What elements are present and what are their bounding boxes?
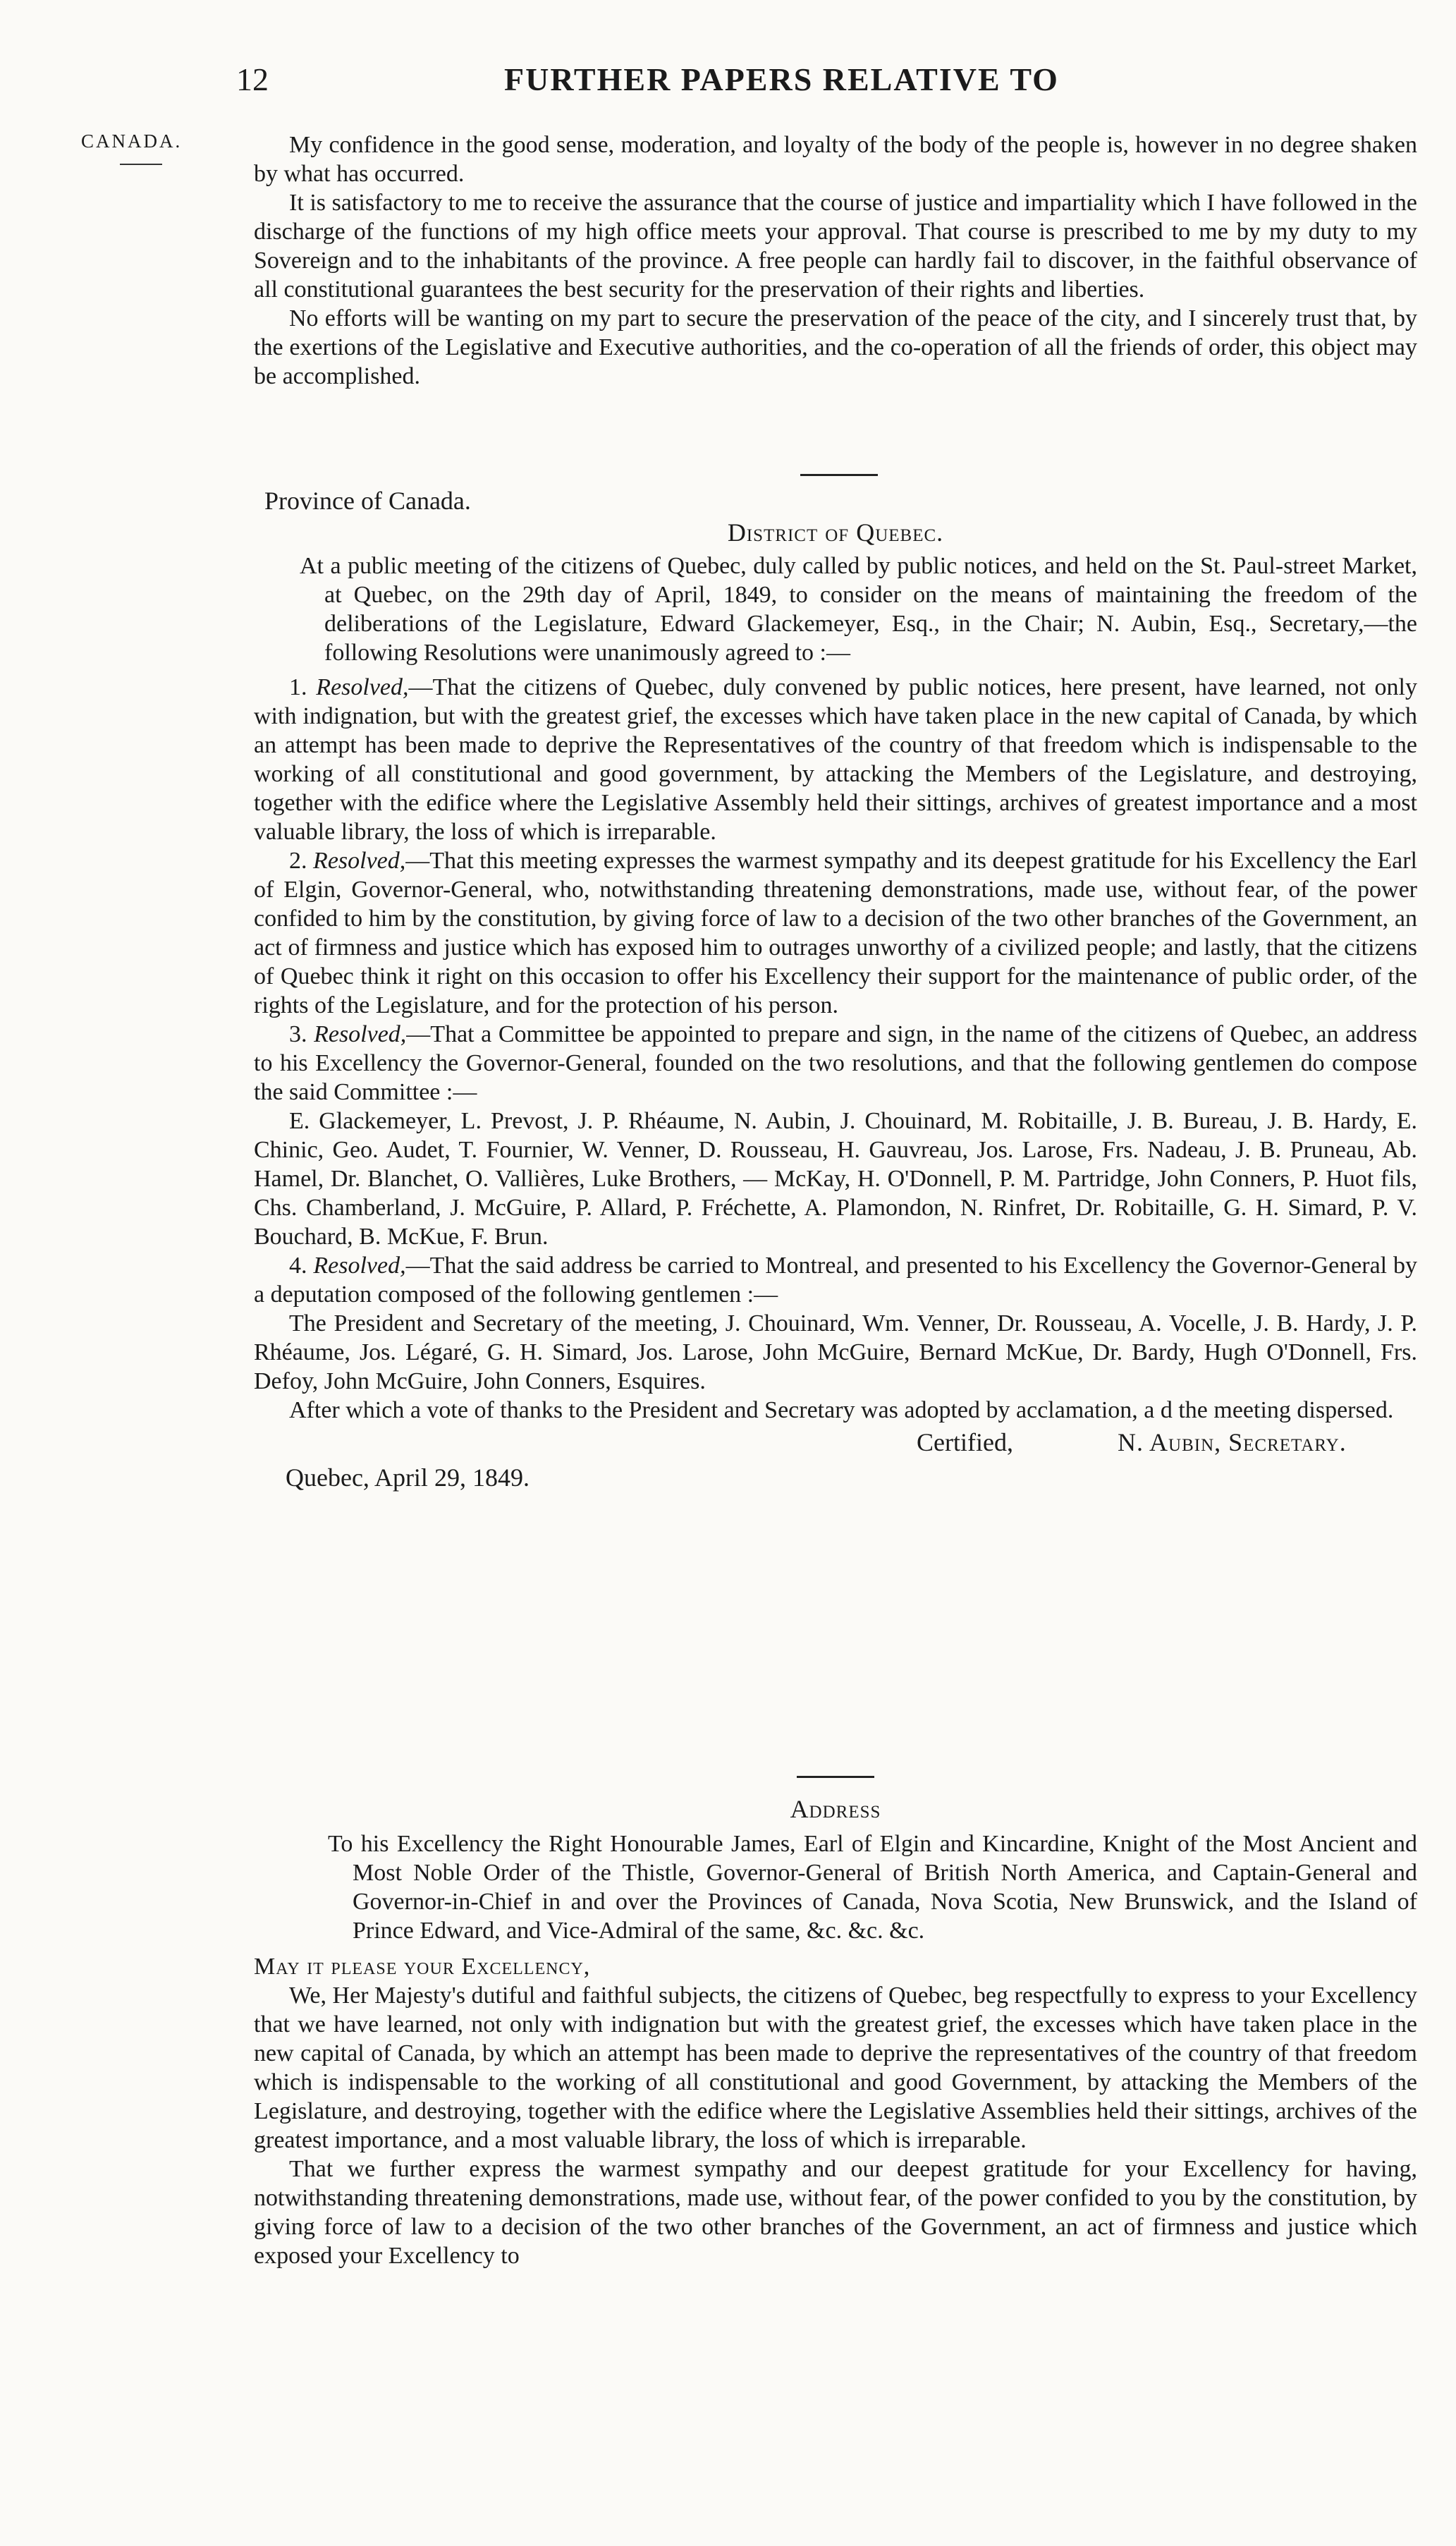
resolved-word: Resolved, bbox=[313, 1253, 406, 1279]
province-heading: Province of Canada. bbox=[264, 487, 471, 515]
resolution-text: —That this meeting expresses the warmest sympathy and its deepest gratitude for his Excellency the Earl of Elgin, Governor-General, who, notwithstanding threatening demonstrations, made use, without fear, of the power confided to him by the constitution, by giving force of law to a decision of the two other branches of the Government, an act of firmness and justice which has exposed him to outrages unworthy of a civilized people; and lastly, that the citizens of Quebec think it right on this occasion to offer his Excellency their support for the maintenance of public order, of the rights of the Legislature, and for the protection of his person. bbox=[254, 848, 1417, 1018]
running-title: FURTHER PAPERS RELATIVE TO bbox=[504, 61, 1059, 97]
resolution-text: —That the said address be carried to Montreal, and presented to his Excellency the Governor-General by a deputation composed of the following gentlemen :— bbox=[254, 1253, 1418, 1308]
resolution-1 bbox=[254, 673, 1417, 846]
secretary-signature: N. Aubin, Secretary. bbox=[1118, 1428, 1347, 1456]
letter-paragraph: My confidence in the good sense, moderation, and loyalty of the body of the people is, however in no degree shaken by what has occurred. bbox=[254, 132, 1417, 187]
meeting-intro: At a public meeting of the citizens of Quebec, duly called by public notices, and held on the St. Paul-street Market, at Quebec, on the 29th day of April, 1849, to consider on the means of maintaining the freedom of the deliberations of the Legislature, Edward Glackemeyer, Esq., in the Chair; N. Aubin, Esq., Secretary,—the following Resolutions were unanimously agreed to :— bbox=[300, 553, 1417, 666]
salutation: May it please your Excellency, bbox=[254, 1954, 591, 1980]
resolution-number: 3. bbox=[289, 1021, 307, 1047]
committee-list: E. Glackemeyer, L. Prevost, J. P. Rhéaume, N. Aubin, J. Chouinard, M. Robitaille, J. B. Bureau, J. B. Hardy, E. Chinic, Geo. Audet, T. Fournier, W. Venner, D. Rousseau, H. Gauvreau, Jos. Larose, Frs. Nadeau, J. B. Pruneau, Ab. Hamel, Dr. Blanchet, O. Vallières, Luke Brothers, — McKay, H. O'Donnell, P. M. Partridge, John Conners, P. Huot fils, Chs. Chamberland, J. McGuire, P. Allard, P. Fréchette, A. Plamondon, N. Rinfret, Dr. Robitaille, G. H. Simard, P. V. Bouchard, B. McKue, F. Brun. bbox=[254, 1108, 1417, 1250]
letter-conclusion bbox=[254, 130, 1417, 391]
date-row bbox=[254, 1457, 1417, 1491]
closing-paragraph: After which a vote of thanks to the President and Secretary was adopted by acclamation, a d the meeting dispersed. bbox=[289, 1397, 1394, 1423]
resolution-text: —That a Committee be appointed to prepare and sign, in the name of the citizens of Quebec, an address to his Excellency the Governor-General, founded on the two resolutions, and that the following gentlemen do compose the said Committee :— bbox=[254, 1021, 1417, 1105]
page-number: 12 bbox=[236, 61, 269, 97]
resolution-number: 4. bbox=[289, 1253, 307, 1279]
district-heading: District of Quebec. bbox=[727, 518, 944, 547]
address-paragraph: We, Her Majesty's dutiful and faithful subjects, the citizens of Quebec, beg respectfully to express to your Excellency that we have learned, not only with indignation but with the greatest grief, the excesses which have taken place in the new capital of Canada, by which an attempt has been made to deprive the representatives of the country of that freedom which is indispensable to the working of all constitutional and good Government, by attacking the Members of the Legislature, and destroying, together with the edifice where the Legislative Assemblies held their sittings, archives of the greatest importance, and a most valuable library, the loss of which is irreparable. bbox=[254, 1982, 1417, 2153]
address-recipient: To his Excellency the Right Honourable James, Earl of Elgin and Kincardine, Knight of the Most Ancient and Most Noble Order of the Thistle, Governor-General of British North America, and Captain-General and Governor-in-Chief in and over the Provinces of Canada, Nova Scotia, New Brunswick, and the Island of Prince Edward, and Vice-Admiral of the same, &c. &c. &c. bbox=[328, 1831, 1417, 1944]
meeting-date: Quebec, April 29, 1849. bbox=[286, 1463, 530, 1492]
certified-label: Certified, bbox=[917, 1428, 1013, 1456]
certification-row bbox=[254, 1425, 1417, 1457]
letter-paragraph: No efforts will be wanting on my part to secure the preservation of the peace of the city, and I sincerely trust that, by the exertions of the Legislative and Executive authorities, and the co-operation of all the friends of order, this object may be accomplished. bbox=[254, 305, 1417, 389]
letter-paragraph: It is satisfactory to me to receive the assurance that the course of justice and impartiality which I have followed in the discharge of the functions of my high office meets your approval. That course is prescribed to me by my duty to my Sovereign and to the inhabitants of the province. A free people can hardly fail to discover, in the faithful observance of all constitutional guarantees the best security for the preservation of their rights and liberties. bbox=[254, 190, 1417, 303]
address-heading: Address bbox=[790, 1795, 881, 1823]
section-divider bbox=[797, 1776, 874, 1778]
resolution-3 bbox=[254, 1020, 1417, 1107]
meeting-section bbox=[254, 487, 1417, 1491]
section-divider bbox=[800, 474, 878, 476]
page-header bbox=[236, 61, 1364, 103]
deputation-list: The President and Secretary of the meeting, J. Chouinard, Wm. Venner, Dr. Rousseau, A. Vocelle, J. B. Hardy, J. P. Rhéaume, Jos. Légaré, G. H. Simard, Jos. Larose, John McGuire, Bernard McKue, Dr. Bardy, Hugh O'Donnell, Frs. Defoy, John McGuire, John Conners, Esquires. bbox=[254, 1310, 1417, 1394]
resolution-4 bbox=[254, 1251, 1417, 1309]
margin-note: CANADA. bbox=[81, 130, 183, 152]
address-paragraph: That we further express the warmest sympathy and our deepest gratitude for your Excellency for having, notwithstanding threatening demonstrations, made use, without fear, of the power confided to you by the constitution, by giving force of law to a decision of the two other branches of the Government, an act of firmness and justice which exposed your Excellency to bbox=[254, 2156, 1417, 2269]
resolution-number: 1. bbox=[289, 674, 307, 700]
resolved-word: Resolved, bbox=[316, 674, 409, 700]
margin-rule bbox=[120, 164, 162, 165]
resolution-2 bbox=[254, 846, 1417, 1020]
address-section bbox=[254, 1795, 1417, 2270]
resolved-word: Resolved, bbox=[314, 1021, 407, 1047]
resolution-number: 2. bbox=[289, 848, 307, 874]
resolution-text: —That the citizens of Quebec, duly convened by public notices, here present, have learned, not only with indignation, but with the greatest grief, the excesses which have taken place in the new capital of Canada, by which an attempt has been made to deprive the Representatives of the country of that freedom which is indispensable to the working of all constitutional and good government, by attacking the Members of the Legislature, and destroying, together with the edifice where the Legislative Assembly held their sittings, archives of greatest importance and a most valuable library, the loss of which is irreparable. bbox=[254, 674, 1417, 845]
resolved-word: Resolved, bbox=[313, 848, 406, 874]
